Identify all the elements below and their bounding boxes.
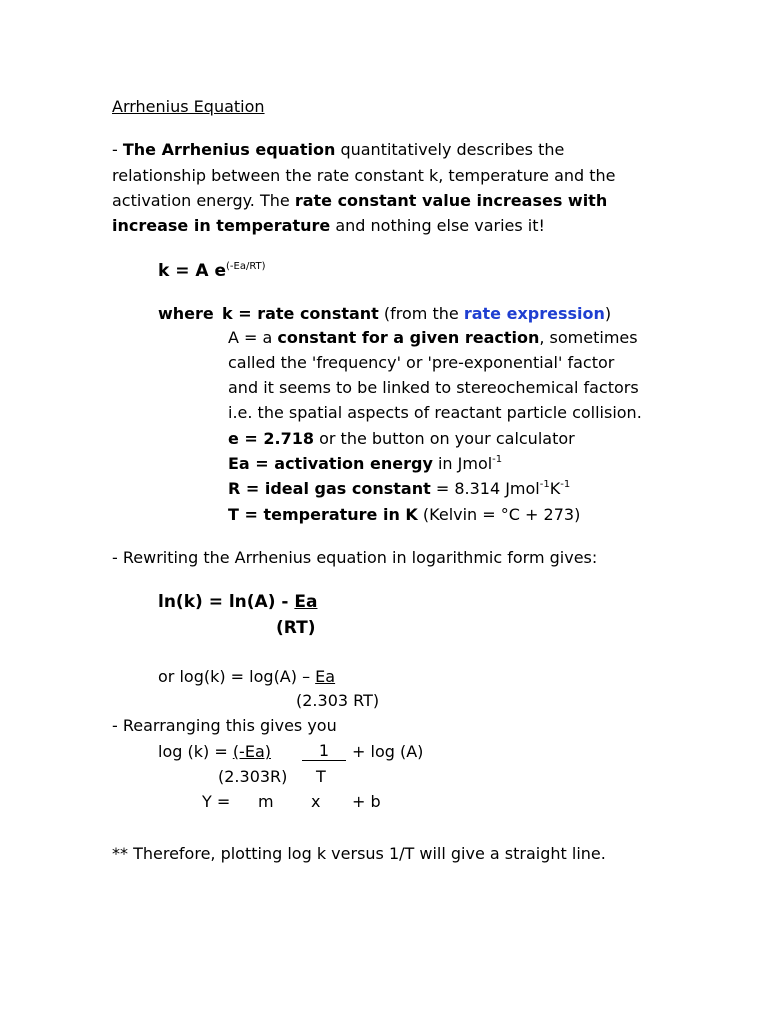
arrhenius-equation: k = A $e^{(-Ea/RT)}$ bbox=[158, 261, 266, 281]
definition-t: T = temperature in K (Kelvin = °C + 273) bbox=[228, 505, 581, 524]
rate-expression-link[interactable]: rate expression bbox=[463, 304, 605, 323]
one-over-t-numerator: 1 bbox=[302, 742, 346, 761]
plus-log-a: + log (A) bbox=[352, 742, 424, 761]
t-denominator: T bbox=[316, 767, 326, 786]
slope-denominator: (2.303R) bbox=[218, 767, 288, 786]
definition-k: k = rate constant (from the rate expression) bbox=[222, 304, 612, 323]
y-label: Y = bbox=[202, 792, 231, 811]
ln-equation-denominator: (RT) bbox=[276, 618, 316, 638]
page-title: Arrhenius Equation bbox=[112, 97, 265, 116]
definition-a-line-2: called the 'frequency' or 'pre-exponential' factor bbox=[228, 353, 615, 372]
intro-line-4: increase in temperature and nothing else varies it! bbox=[112, 216, 545, 235]
x-label: x bbox=[311, 792, 321, 811]
equation-exponent: (-Ea/RT) bbox=[226, 261, 266, 272]
log-equation-denominator: (2.303 RT) bbox=[296, 691, 380, 710]
rewrite-intro: - Rewriting the Arrhenius equation in logarithmic form gives: bbox=[112, 548, 598, 567]
log-equation: or log(k) = log(A) – Ea bbox=[158, 667, 336, 686]
definition-a-line-4: i.e. the spatial aspects of reactant particle collision. bbox=[228, 403, 642, 422]
intro-line-1: - The Arrhenius equation quantitatively describes the bbox=[112, 140, 565, 159]
definition-e: e = 2.718 or the button on your calculator bbox=[228, 429, 575, 448]
rearrange-intro: - Rearranging this gives you bbox=[112, 716, 337, 735]
b-label: + b bbox=[352, 792, 381, 811]
definition-ea: Ea = activation energy in Jmol$^{-1}$ bbox=[228, 454, 503, 473]
intro-line-3: activation energy. The rate constant value increases with bbox=[112, 191, 608, 210]
conclusion: ** Therefore, plotting log k versus 1/T will give a straight line. bbox=[112, 844, 606, 863]
definition-a-line-3: and it seems to be linked to stereochemical factors bbox=[228, 378, 639, 397]
definition-r: R = ideal gas constant = 8.314 $Jmol^{-1}K^{-1}$ bbox=[228, 479, 571, 498]
m-label: m bbox=[258, 792, 274, 811]
term-arrhenius-equation: The Arrhenius equation bbox=[122, 140, 336, 159]
linear-equation: log (k) = (-Ea) bbox=[158, 742, 271, 761]
definition-a: A = a constant for a given reaction, sometimes bbox=[228, 328, 638, 347]
ln-equation: ln(k) = ln(A) - Ea bbox=[158, 592, 318, 612]
where-k-line: where bbox=[158, 304, 214, 323]
intro-line-2: relationship between the rate constant k, temperature and the bbox=[112, 166, 616, 185]
